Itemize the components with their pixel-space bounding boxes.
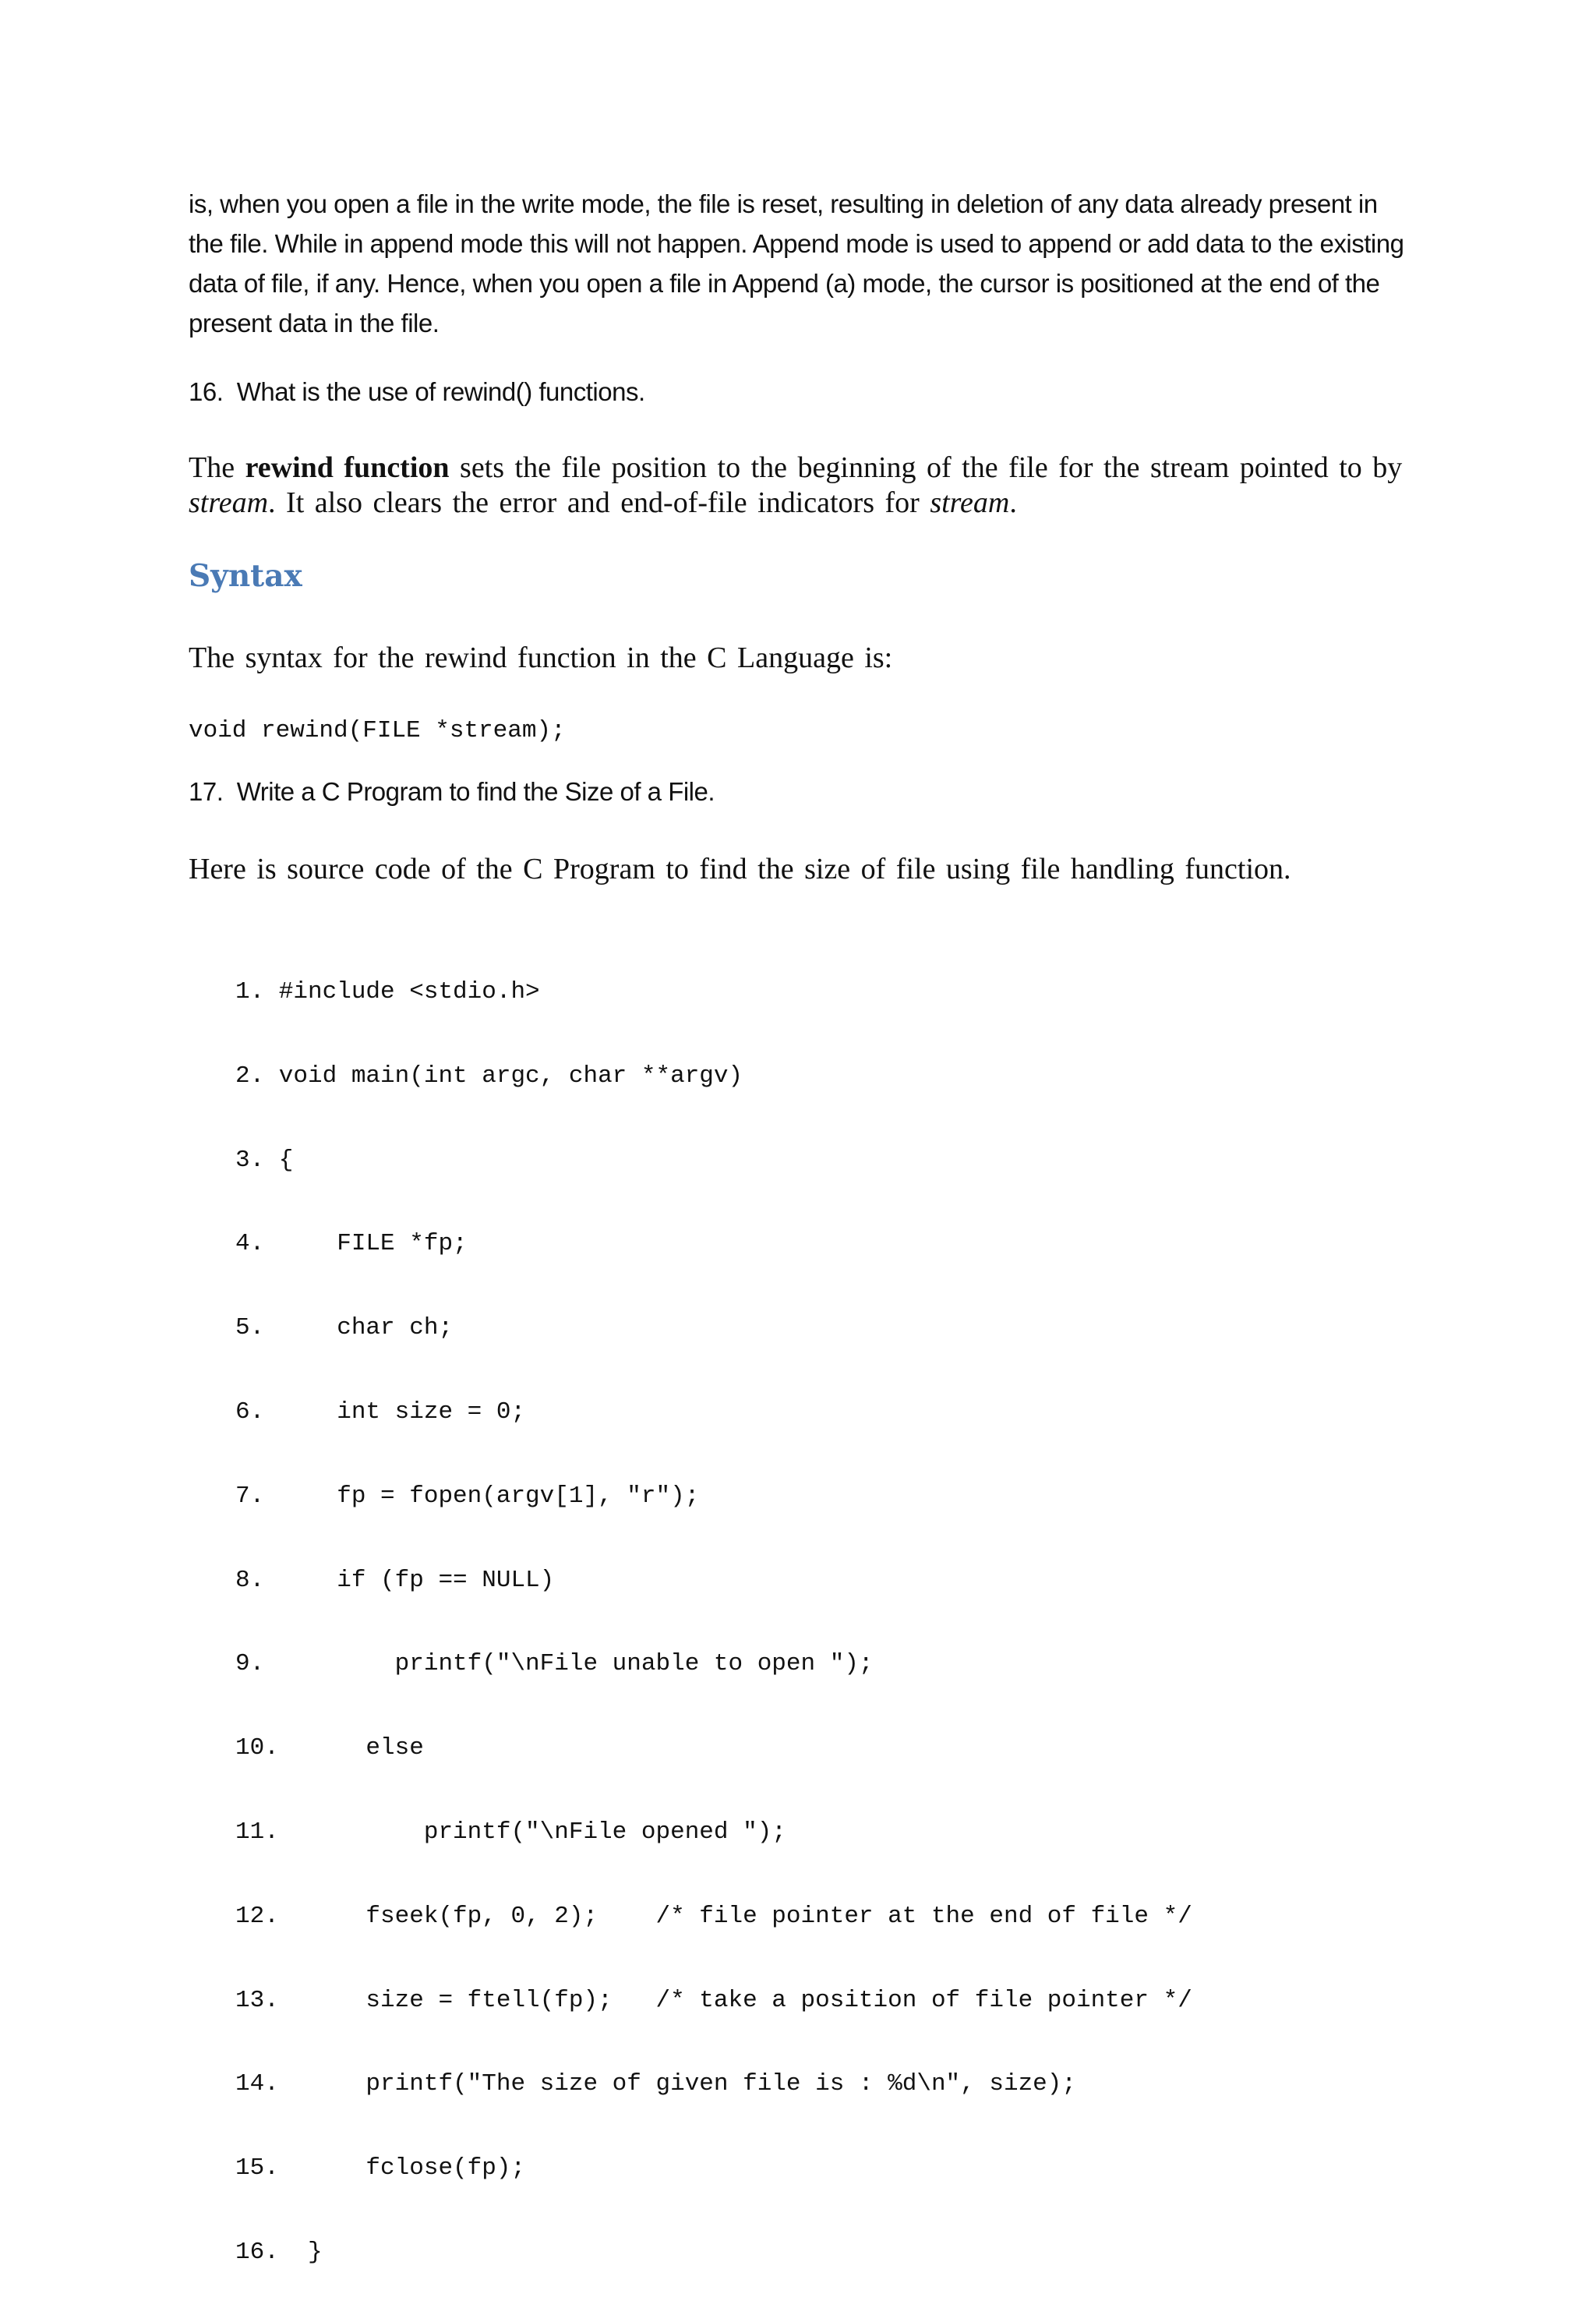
code-line: 4. FILE *fp; bbox=[235, 1230, 468, 1258]
rewind-function-term: rewind function bbox=[245, 451, 450, 484]
code-line: 10. else bbox=[235, 1734, 424, 1762]
code-line: 14. printf("The size of given file is : %d\n", size); bbox=[235, 2070, 1076, 2098]
syntax-heading: Syntax bbox=[189, 558, 302, 594]
code-line: 6. int size = 0; bbox=[235, 1398, 526, 1426]
code-line: 13. size = ftell(fp); /* take a position of file pointer */ bbox=[235, 1986, 1192, 2014]
code-line: 12. fseek(fp, 0, 2); /* file pointer at the end of file */ bbox=[235, 1902, 1192, 1930]
question-number: 16. bbox=[189, 377, 224, 406]
code-line: 16. } bbox=[235, 2238, 323, 2266]
question-16-heading bbox=[189, 372, 645, 412]
program-intro: Here is source code of the C Program to find the size of file using file handling function. bbox=[189, 853, 1291, 885]
question-title: What is the use of rewind() functions. bbox=[236, 377, 645, 406]
question-number: 17. bbox=[189, 777, 224, 806]
stream-term: stream bbox=[189, 486, 269, 519]
code-line: 2. void main(int argc, char **argv) bbox=[235, 1062, 743, 1090]
question-17-heading bbox=[189, 772, 715, 811]
program-code-listing bbox=[235, 923, 1192, 2322]
code-line: 5. char ch; bbox=[235, 1314, 454, 1342]
syntax-intro: The syntax for the rewind function in the C Language is: bbox=[189, 641, 893, 674]
code-line: 9. printf("\nFile unable to open "); bbox=[235, 1650, 874, 1678]
intro-paragraph: is, when you open a file in the write mode, the file is reset, resulting in deletion of any data already present in the file. While in append mode this will not happen. Append mode is used to append or add data to the existing data of file, if any. Hence, when you open a file in Append (a) mode, the cursor is positioned at the end of the present data in the file. bbox=[189, 189, 1404, 338]
code-line: 15. fclose(fp); bbox=[235, 2154, 526, 2182]
code-line: 1. #include <stdio.h> bbox=[235, 978, 540, 1005]
code-line: 3. { bbox=[235, 1146, 294, 1174]
stream-term: stream bbox=[930, 486, 1010, 519]
code-line: 8. if (fp == NULL) bbox=[235, 1566, 555, 1594]
syntax-code: void rewind(FILE *stream); bbox=[189, 717, 566, 744]
code-line: 7. fp = fopen(argv[1], "r"); bbox=[235, 1482, 700, 1510]
rewind-description: The rewind function sets the file position to the beginning of the file for the stream pointed to by stream. It also clears the error and end-of-file indicators for stream. bbox=[189, 451, 1403, 519]
code-line: 11. printf("\nFile opened "); bbox=[235, 1818, 786, 1846]
question-title: Write a C Program to find the Size of a File. bbox=[236, 777, 715, 806]
